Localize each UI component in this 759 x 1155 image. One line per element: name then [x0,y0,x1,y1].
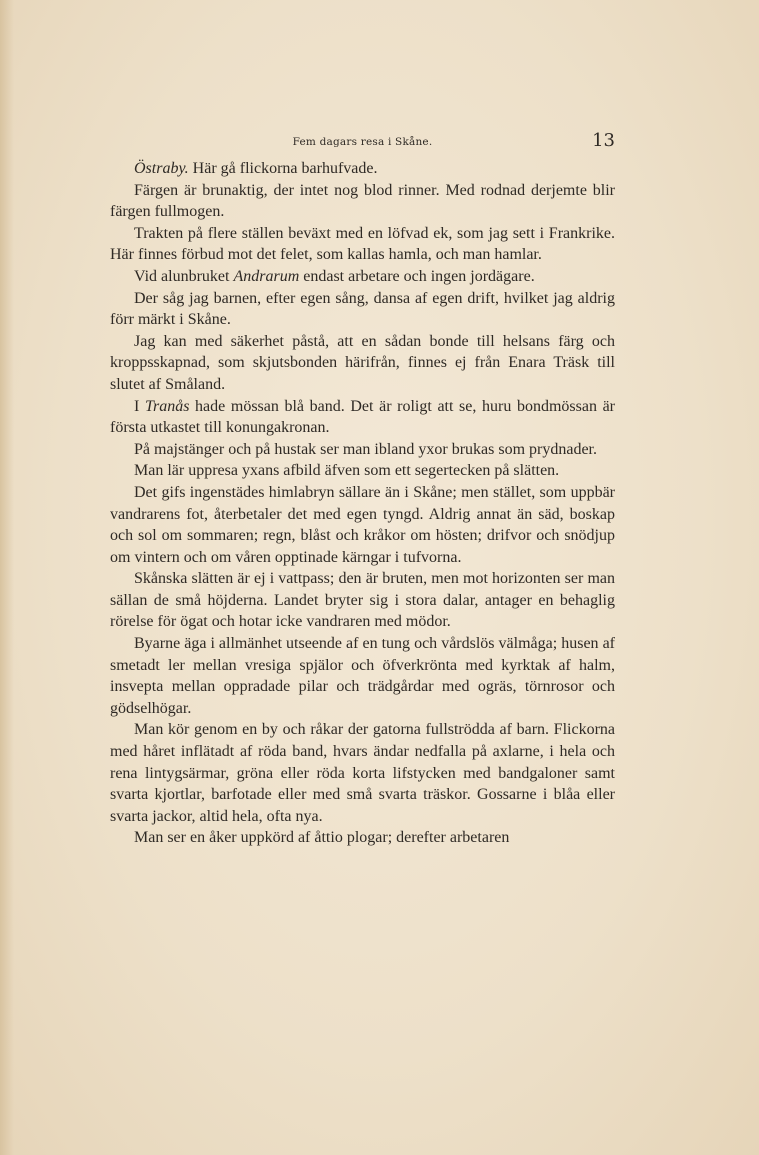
place-name: Tranås [144,397,190,415]
paragraph: Jag kan med säkerhet påstå, att en sådan bonde till helsans färg och kroppsskapnad, som skjutsbonden härifrån, finnes ej från Enara Träsk till slutet af Småland. [110,332,615,393]
running-title: Fem dagars resa i Skåne. [292,136,433,148]
place-name: Östraby. [134,160,189,177]
body-text [110,158,615,849]
paragraph [110,158,615,180]
paragraph: Man ser en åker uppkörd af åttio plogar; derefter arbetaren [134,829,510,847]
paragraph-text: I [134,397,145,415]
place-name: Andrarum [233,267,300,285]
paragraph: Byarne äga i allmänhet utseende af en tung och vårdslös välmåga; husen af smetadt ler mellan vresiga spjälor och öfverkrönta med kyrktak af halm, insvepta mellan oppradade pilar och trädgårdar med ogräs, törnrosor och gödselhögar. [110,635,615,717]
paragraph [110,396,615,439]
paragraph: Det gifs ingenstädes himlabryn sällare än i Skåne; men stället, som uppbär vandrarens fot, återbetaler det med egen tyngd. Aldrig annat än säd, boskap och sol om sommaren; regn, blåst och kråkor om hösten; drifvor och snödjup om vintern och om våren opptinade kärngar i tufvorna. [110,483,615,566]
paragraph: Trakten på flere ställen beväxt med en löfvad ek, som jag sett i Frankrike. Här finnes förbud mot det felet, som kallas hamla, och man hamlar. [110,224,615,264]
paragraph-text: endast arbetare och ingen jordägare. [299,267,535,285]
paragraph-text: Vid alunbruket [134,267,234,285]
page-number: 13 [592,130,615,151]
paragraph [110,266,615,288]
paragraph-text: hade mössan blå band. Det är roligt att se, huru bondmössan är första utkastet till konungakronan. [110,397,616,437]
paragraph: Skånska slätten är ej i vattpass; den är bruten, men mot horizonten ser man sällan de små höjderna. Landet bryter sig i stora dalar, antager en behaglig rörelse för ögat och hotar icke vandraren med mödor. [110,570,615,631]
paragraph: Färgen är brunaktig, der intet nog blod rinner. Med rodnad derjemte blir färgen fullmogen. [110,181,615,221]
running-head [110,130,615,154]
paragraph: Man kör genom en by och råkar der gatorna fullströdda af barn. Flickorna med håret inflätadt af röda band, hvars ändar nedfalla på axlarne, i hela och rena lintygsärmar, gröna eller röda korta lifstycken med bandgaloner samt svarta kjortlar, barfotade eller med små svarta träskor. Gossarne i blåa eller svarta jackor, altid hela, ofta nya. [110,721,615,825]
page-edge-shadow [0,0,14,1155]
paragraph: Der såg jag barnen, efter egen sång, dansa af egen drift, hvilket jag aldrig förr märkt i Skåne. [110,289,615,329]
paragraph: På majstänger och på hustak ser man ibland yxor brukas som prydnader. [134,440,597,458]
paragraph: Man lär uppresa yxans afbild äfven som ett segertecken på slätten. [134,462,560,480]
paragraph-text: Här gå flickorna barhufvade. [188,160,378,177]
